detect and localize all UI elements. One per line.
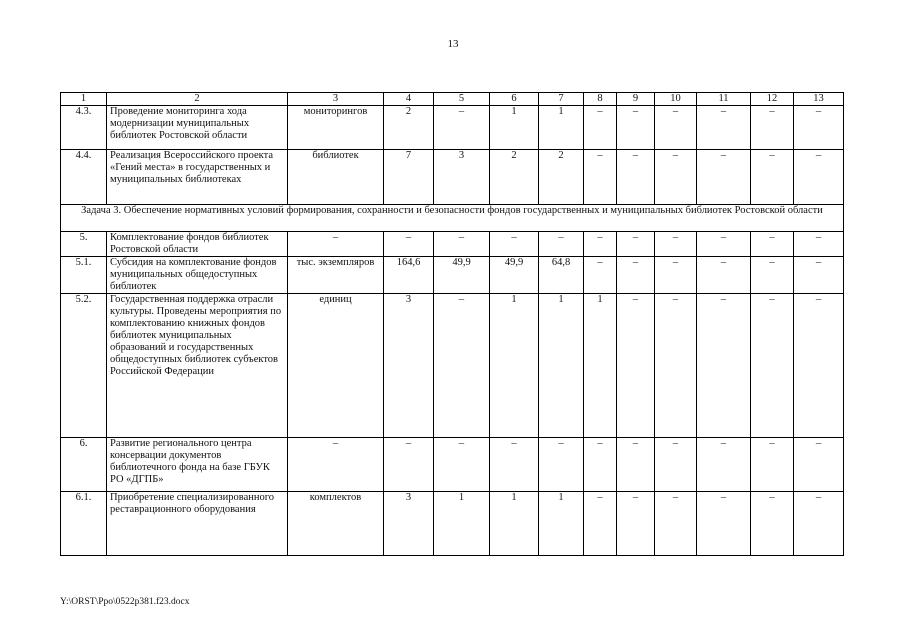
value-cell: –: [617, 106, 655, 150]
value-cell: 2: [490, 150, 539, 205]
value-cell: –: [539, 232, 584, 257]
task-row: [61, 205, 844, 232]
page-number: 13: [447, 38, 459, 50]
value-cell: –: [751, 232, 794, 257]
value-cell: –: [751, 150, 794, 205]
value-cell: –: [751, 257, 794, 294]
value-cell: –: [584, 106, 617, 150]
value-cell: 49,9: [490, 257, 539, 294]
header-cell: 8: [584, 93, 617, 106]
header-cell: 10: [655, 93, 697, 106]
value-cell: 1: [490, 106, 539, 150]
value-cell: –: [751, 492, 794, 556]
table-row: [61, 150, 844, 205]
value-cell: –: [490, 232, 539, 257]
row-number: 6.1.: [61, 492, 107, 556]
value-cell: –: [794, 294, 844, 438]
value-cell: 3: [434, 150, 490, 205]
row-name: Приобретение специализированного реставрационного оборудования: [107, 492, 288, 556]
row-unit: мониторингов: [288, 106, 384, 150]
value-cell: –: [584, 232, 617, 257]
row-unit: единиц: [288, 294, 384, 438]
row-unit: комплектов: [288, 492, 384, 556]
indicators-table: [60, 92, 844, 556]
value-cell: –: [617, 438, 655, 492]
value-cell: 1: [539, 294, 584, 438]
value-cell: 1: [490, 492, 539, 556]
value-cell: 1: [539, 492, 584, 556]
value-cell: –: [384, 438, 434, 492]
header-cell: 3: [288, 93, 384, 106]
row-unit: –: [288, 438, 384, 492]
value-cell: –: [751, 438, 794, 492]
value-cell: –: [434, 106, 490, 150]
header-cell: 1: [61, 93, 107, 106]
value-cell: –: [617, 257, 655, 294]
header-cell: 9: [617, 93, 655, 106]
value-cell: 2: [384, 106, 434, 150]
header-cell: 5: [434, 93, 490, 106]
table-row: [61, 294, 844, 438]
row-unit: –: [288, 232, 384, 257]
row-name: Государственная поддержка отрасли культуры. Проведены мероприятия по комплектованию книжных фондов библиотек муниципальных образований и государственных общедоступных библиотек субъектов Российской Федерации: [107, 294, 288, 438]
value-cell: 1: [539, 106, 584, 150]
value-cell: –: [434, 438, 490, 492]
row-number: 5.1.: [61, 257, 107, 294]
value-cell: –: [490, 438, 539, 492]
value-cell: –: [697, 106, 751, 150]
row-name: Проведение мониторинга хода модернизации муниципальных библиотек Ростовской области: [107, 106, 288, 150]
table-row: [61, 257, 844, 294]
header-cell: 7: [539, 93, 584, 106]
row-number: 6.: [61, 438, 107, 492]
row-number: 5.: [61, 232, 107, 257]
value-cell: 2: [539, 150, 584, 205]
value-cell: –: [655, 257, 697, 294]
value-cell: –: [655, 438, 697, 492]
table-row: [61, 106, 844, 150]
value-cell: 3: [384, 492, 434, 556]
value-cell: –: [794, 150, 844, 205]
value-cell: –: [794, 232, 844, 257]
header-cell: 4: [384, 93, 434, 106]
value-cell: –: [655, 106, 697, 150]
header-cell: 6: [490, 93, 539, 106]
value-cell: –: [697, 492, 751, 556]
value-cell: 7: [384, 150, 434, 205]
row-number: 5.2.: [61, 294, 107, 438]
row-name: Субсидия на комплектование фондов муниципальных общедоступных библиотек: [107, 257, 288, 294]
row-name: Комплектование фондов библиотек Ростовской области: [107, 232, 288, 257]
value-cell: –: [697, 232, 751, 257]
value-cell: 1: [490, 294, 539, 438]
value-cell: –: [655, 232, 697, 257]
value-cell: –: [794, 492, 844, 556]
value-cell: –: [697, 294, 751, 438]
value-cell: –: [617, 492, 655, 556]
table-row: [61, 492, 844, 556]
header-cell: 13: [794, 93, 844, 106]
value-cell: 1: [584, 294, 617, 438]
value-cell: –: [584, 257, 617, 294]
value-cell: –: [617, 294, 655, 438]
value-cell: –: [584, 492, 617, 556]
value-cell: –: [584, 150, 617, 205]
row-unit: тыс. экземпляров: [288, 257, 384, 294]
row-unit: библиотек: [288, 150, 384, 205]
value-cell: –: [697, 150, 751, 205]
value-cell: –: [794, 106, 844, 150]
value-cell: –: [384, 232, 434, 257]
value-cell: –: [539, 438, 584, 492]
value-cell: –: [751, 106, 794, 150]
row-name: Развитие регионального центра консервации документов библиотечного фонда на базе ГБУК РО «ДГПБ»: [107, 438, 288, 492]
value-cell: –: [434, 232, 490, 257]
value-cell: –: [697, 438, 751, 492]
value-cell: –: [794, 257, 844, 294]
task-heading: Задача 3. Обеспечение нормативных условий формирования, сохранности и безопасности фондов государственных и муниципальных библиотек Ростовской области: [61, 205, 844, 232]
value-cell: –: [617, 232, 655, 257]
header-row: [61, 93, 844, 106]
value-cell: –: [655, 294, 697, 438]
table-row: [61, 232, 844, 257]
header-cell: 11: [697, 93, 751, 106]
value-cell: –: [655, 492, 697, 556]
row-number: 4.4.: [61, 150, 107, 205]
value-cell: 164,6: [384, 257, 434, 294]
value-cell: –: [617, 150, 655, 205]
table-row: [61, 438, 844, 492]
row-name: Реализация Всероссийского проекта «Гений места» в государственных и муниципальных библиотеках: [107, 150, 288, 205]
value-cell: 49,9: [434, 257, 490, 294]
value-cell: –: [751, 294, 794, 438]
value-cell: 1: [434, 492, 490, 556]
file-path-footer: Y:\ORST\Ppo\0522p381.f23.docx: [60, 597, 190, 607]
row-number: 4.3.: [61, 106, 107, 150]
header-cell: 12: [751, 93, 794, 106]
value-cell: 64,8: [539, 257, 584, 294]
header-cell: 2: [107, 93, 288, 106]
value-cell: –: [584, 438, 617, 492]
value-cell: 3: [384, 294, 434, 438]
value-cell: –: [697, 257, 751, 294]
value-cell: –: [794, 438, 844, 492]
value-cell: –: [434, 294, 490, 438]
value-cell: –: [655, 150, 697, 205]
